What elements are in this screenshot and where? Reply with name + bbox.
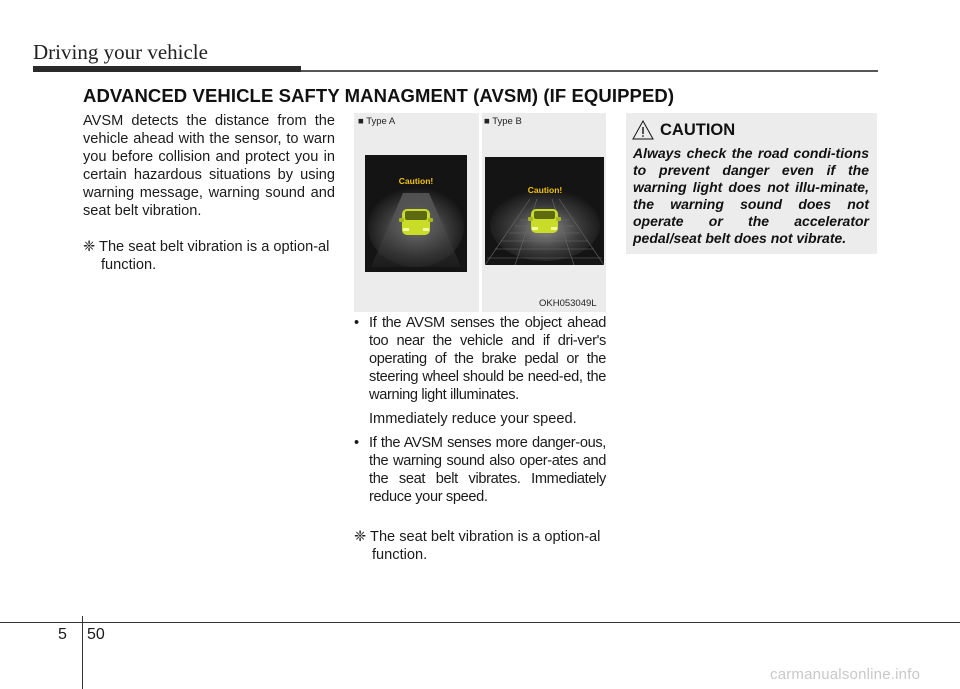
screen-a-caution-text: Caution! [398, 176, 434, 186]
caution-header [632, 119, 735, 141]
page-number: 50 [87, 626, 105, 643]
bullet-followup: Immediately reduce your speed. [369, 411, 577, 427]
display-type-b-graphic [485, 157, 604, 265]
chapter-number: 5 [58, 626, 67, 643]
bullet-item [354, 314, 606, 404]
left-column [83, 112, 335, 274]
bullet-text: If the AVSM senses the object ahead too near the vehicle and if dri-ver's operating of the brake pedal or the steering wheel should be need-ed, the warning light illuminates. [369, 315, 606, 403]
bullet-dot: • [354, 315, 360, 331]
type-b-label: ■ Type B [484, 116, 522, 127]
footer-rule [0, 622, 960, 623]
note-text: The seat belt vibration is a option-al function. [99, 239, 330, 273]
car-icon [528, 209, 561, 233]
middle-column [354, 314, 606, 564]
display-type-a-graphic [365, 155, 467, 272]
header-rule-thin [301, 70, 878, 72]
footer-tick [82, 616, 83, 689]
caution-title: CAUTION [660, 120, 736, 139]
display-type-a [365, 155, 467, 272]
note-symbol: ❈ [354, 529, 367, 545]
bullet-item [354, 434, 606, 506]
display-type-b [485, 157, 604, 265]
screen-b-caution-text: Caution! [527, 185, 563, 195]
figure-code: OKH053049L [539, 298, 597, 309]
header-rule-dark [33, 66, 301, 72]
bullet-text: If the AVSM senses more danger-ous, the warning sound also oper-ates and the seat belt vibrates. Immediately reduce your speed. [369, 435, 606, 505]
note-text: The seat belt vibration is a option-al function. [370, 529, 601, 563]
bullet-dot: • [354, 435, 360, 451]
intro-paragraph: AVSM detects the distance from the vehicle ahead with the sensor, to warn you before collision and protect you in certain hazardous situations by using warning message, warning sound and seat belt vibration. [83, 113, 335, 219]
figure-divider [479, 113, 482, 312]
car-icon [399, 209, 433, 235]
section-title: Driving your vehicle [33, 40, 208, 64]
warning-triangle-icon [632, 120, 654, 140]
middle-note [354, 528, 606, 564]
watermark: carmanualsonline.info [770, 666, 921, 683]
note-symbol: ❈ [83, 239, 96, 255]
page-heading: ADVANCED VEHICLE SAFTY MANAGMENT (AVSM) (IF EQUIPPED) [83, 85, 675, 106]
caution-body: Always check the road condi-tions to prevent danger even if the warning light does not illu-minate, the warning sound does not operate or the accelerator pedal/seat belt does not vibrate. [633, 145, 869, 246]
type-a-label: ■ Type A [358, 116, 396, 127]
left-note [83, 238, 335, 274]
